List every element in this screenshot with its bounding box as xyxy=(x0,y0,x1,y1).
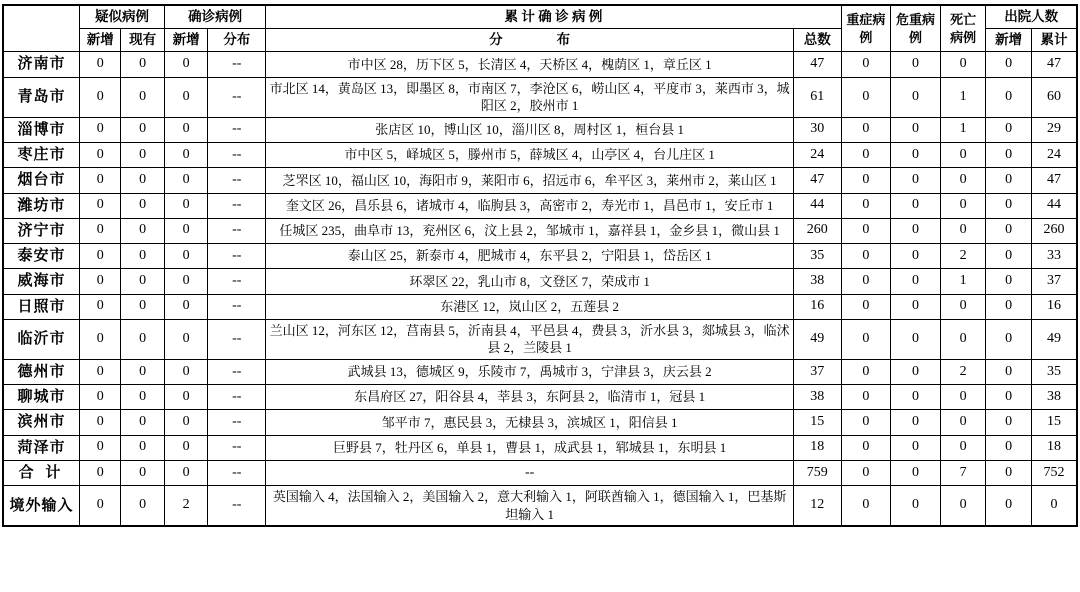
cell-discharged-total: 15 xyxy=(1031,410,1077,435)
cell-accumulated-distribution: 邹平市 7，惠民县 3，无棣县 3，滨城区 1，阳信县 1 xyxy=(266,410,794,435)
cell-severe: 0 xyxy=(841,52,891,77)
header-suspected-new: 新增 xyxy=(80,29,121,52)
cell-death: 1 xyxy=(940,77,986,117)
header-discharged-group: 出院人数 xyxy=(986,5,1077,29)
cell-accumulated-total: 18 xyxy=(793,435,841,460)
cell-death: 0 xyxy=(940,435,986,460)
cell-severe: 0 xyxy=(841,319,891,359)
cell-death: 1 xyxy=(940,117,986,142)
table-row xyxy=(3,168,1077,193)
cell-discharged-new: 0 xyxy=(986,435,1032,460)
cell-accumulated-distribution: 武城县 13，德城区 9，乐陵市 7，禹城市 3，宁津县 3，庆云县 2 xyxy=(266,359,794,384)
cell-discharged-new: 0 xyxy=(986,244,1032,269)
cell-accumulated-distribution: 环翠区 22，乳山市 8，文登区 7，荣成市 1 xyxy=(266,269,794,294)
row-city-name: 济宁市 xyxy=(3,218,80,243)
row-city-name: 德州市 xyxy=(3,359,80,384)
cell-severe: 0 xyxy=(841,117,891,142)
cell-accumulated-distribution: 英国输入 4，法国输入 2，美国输入 2，意大利输入 1，阿联酋输入 1，德国输入 1，巴基斯坦输入 1 xyxy=(266,486,794,527)
cell-confirmed-new: 0 xyxy=(164,460,207,485)
cell-critical: 0 xyxy=(891,486,941,527)
cell-confirmed-distribution: -- xyxy=(208,143,266,168)
cell-discharged-new: 0 xyxy=(986,359,1032,384)
row-city-name: 淄博市 xyxy=(3,117,80,142)
cell-severe: 0 xyxy=(841,269,891,294)
cell-confirmed-distribution: -- xyxy=(208,460,266,485)
cell-discharged-total: 260 xyxy=(1031,218,1077,243)
header-suspected-group: 疑似病例 xyxy=(80,5,165,29)
row-city-name: 潍坊市 xyxy=(3,193,80,218)
cell-discharged-new: 0 xyxy=(986,410,1032,435)
cell-severe: 0 xyxy=(841,143,891,168)
cell-accumulated-total: 47 xyxy=(793,52,841,77)
table-row xyxy=(3,319,1077,359)
table-body xyxy=(3,52,1077,526)
cell-death: 0 xyxy=(940,294,986,319)
header-discharged-total: 累计 xyxy=(1031,29,1077,52)
cell-discharged-total: 38 xyxy=(1031,385,1077,410)
header-discharged-new: 新增 xyxy=(986,29,1032,52)
cell-suspected-new: 0 xyxy=(80,117,121,142)
cell-confirmed-distribution: -- xyxy=(208,218,266,243)
cell-accumulated-distribution: 张店区 10，博山区 10，淄川区 8，周村区 1，桓台县 1 xyxy=(266,117,794,142)
cell-discharged-total: 0 xyxy=(1031,486,1077,527)
cell-confirmed-new: 0 xyxy=(164,143,207,168)
cell-accumulated-total: 38 xyxy=(793,385,841,410)
cell-confirmed-distribution: -- xyxy=(208,117,266,142)
cell-severe: 0 xyxy=(841,385,891,410)
cell-suspected-current: 0 xyxy=(121,143,164,168)
cell-discharged-total: 60 xyxy=(1031,77,1077,117)
cell-discharged-total: 18 xyxy=(1031,435,1077,460)
table-header xyxy=(3,5,1077,52)
cell-discharged-total: 16 xyxy=(1031,294,1077,319)
row-city-name: 济南市 xyxy=(3,52,80,77)
cell-accumulated-total: 61 xyxy=(793,77,841,117)
cell-accumulated-total: 12 xyxy=(793,486,841,527)
cell-accumulated-distribution: 兰山区 12，河东区 12，莒南县 5，沂南县 4，平邑县 4，费县 3，沂水县 3，郯城县 3，临沭县 2，兰陵县 1 xyxy=(266,319,794,359)
cell-suspected-new: 0 xyxy=(80,385,121,410)
cell-death: 0 xyxy=(940,218,986,243)
cell-confirmed-distribution: -- xyxy=(208,269,266,294)
cell-confirmed-distribution: -- xyxy=(208,193,266,218)
cell-confirmed-new: 0 xyxy=(164,244,207,269)
cell-severe: 0 xyxy=(841,218,891,243)
cell-suspected-new: 0 xyxy=(80,460,121,485)
row-city-name: 青岛市 xyxy=(3,77,80,117)
cell-death: 0 xyxy=(940,52,986,77)
row-city-name: 滨州市 xyxy=(3,410,80,435)
cell-suspected-new: 0 xyxy=(80,168,121,193)
cell-accumulated-total: 49 xyxy=(793,319,841,359)
cell-discharged-new: 0 xyxy=(986,460,1032,485)
cell-discharged-new: 0 xyxy=(986,193,1032,218)
cell-discharged-new: 0 xyxy=(986,117,1032,142)
cell-suspected-current: 0 xyxy=(121,244,164,269)
cell-confirmed-distribution: -- xyxy=(208,359,266,384)
header-confirmed-new: 新增 xyxy=(164,29,207,52)
cell-confirmed-distribution: -- xyxy=(208,435,266,460)
cell-confirmed-new: 0 xyxy=(164,269,207,294)
cell-accumulated-total: 15 xyxy=(793,410,841,435)
cell-confirmed-new: 0 xyxy=(164,77,207,117)
row-city-name: 聊城市 xyxy=(3,385,80,410)
cell-critical: 0 xyxy=(891,193,941,218)
covid-statistics-table xyxy=(2,4,1078,527)
row-city-name: 合 计 xyxy=(3,460,80,485)
cell-critical: 0 xyxy=(891,269,941,294)
cell-confirmed-new: 0 xyxy=(164,117,207,142)
cell-death: 0 xyxy=(940,385,986,410)
cell-critical: 0 xyxy=(891,410,941,435)
cell-critical: 0 xyxy=(891,244,941,269)
cell-confirmed-new: 0 xyxy=(164,319,207,359)
cell-severe: 0 xyxy=(841,168,891,193)
cell-accumulated-distribution: 市中区 28，历下区 5，长清区 4，天桥区 4，槐荫区 1，章丘区 1 xyxy=(266,52,794,77)
header-suspected-current: 现有 xyxy=(121,29,164,52)
cell-confirmed-distribution: -- xyxy=(208,168,266,193)
cell-discharged-total: 752 xyxy=(1031,460,1077,485)
cell-severe: 0 xyxy=(841,486,891,527)
cell-critical: 0 xyxy=(891,52,941,77)
cell-accumulated-total: 35 xyxy=(793,244,841,269)
cell-accumulated-total: 24 xyxy=(793,143,841,168)
cell-suspected-new: 0 xyxy=(80,435,121,460)
cell-accumulated-distribution: 泰山区 25，新泰市 4，肥城市 4，东平县 2，宁阳县 1，岱岳区 1 xyxy=(266,244,794,269)
cell-suspected-new: 0 xyxy=(80,486,121,527)
table-row xyxy=(3,117,1077,142)
cell-suspected-new: 0 xyxy=(80,143,121,168)
cell-confirmed-new: 2 xyxy=(164,486,207,527)
row-city-name: 枣庄市 xyxy=(3,143,80,168)
cell-discharged-new: 0 xyxy=(986,218,1032,243)
table-row xyxy=(3,244,1077,269)
cell-suspected-new: 0 xyxy=(80,193,121,218)
cell-severe: 0 xyxy=(841,193,891,218)
cell-suspected-current: 0 xyxy=(121,218,164,243)
cell-death: 0 xyxy=(940,143,986,168)
cell-discharged-total: 47 xyxy=(1031,168,1077,193)
cell-death: 0 xyxy=(940,410,986,435)
cell-discharged-total: 44 xyxy=(1031,193,1077,218)
cell-death: 0 xyxy=(940,486,986,527)
cell-severe: 0 xyxy=(841,410,891,435)
row-city-name: 威海市 xyxy=(3,269,80,294)
cell-critical: 0 xyxy=(891,460,941,485)
cell-confirmed-distribution: -- xyxy=(208,77,266,117)
cell-suspected-current: 0 xyxy=(121,117,164,142)
cell-severe: 0 xyxy=(841,435,891,460)
cell-confirmed-distribution: -- xyxy=(208,486,266,527)
cell-confirmed-new: 0 xyxy=(164,435,207,460)
cell-severe: 0 xyxy=(841,77,891,117)
cell-discharged-total: 47 xyxy=(1031,52,1077,77)
cell-critical: 0 xyxy=(891,143,941,168)
cell-severe: 0 xyxy=(841,294,891,319)
cell-suspected-current: 0 xyxy=(121,435,164,460)
cell-discharged-total: 29 xyxy=(1031,117,1077,142)
cell-suspected-current: 0 xyxy=(121,77,164,117)
cell-accumulated-total: 759 xyxy=(793,460,841,485)
header-critical: 危重病例 xyxy=(891,5,941,52)
cell-discharged-total: 33 xyxy=(1031,244,1077,269)
header-accumulated-distribution: 分 布 xyxy=(266,29,794,52)
cell-suspected-new: 0 xyxy=(80,269,121,294)
cell-critical: 0 xyxy=(891,359,941,384)
cell-confirmed-new: 0 xyxy=(164,294,207,319)
cell-confirmed-new: 0 xyxy=(164,410,207,435)
row-city-name: 日照市 xyxy=(3,294,80,319)
cell-discharged-new: 0 xyxy=(986,486,1032,527)
cell-suspected-new: 0 xyxy=(80,319,121,359)
cell-critical: 0 xyxy=(891,319,941,359)
cell-confirmed-new: 0 xyxy=(164,218,207,243)
table-row xyxy=(3,143,1077,168)
header-death: 死亡病例 xyxy=(940,5,986,52)
cell-accumulated-distribution: 巨野县 7，牡丹区 6，单县 1，曹县 1，成武县 1，郓城县 1，东明县 1 xyxy=(266,435,794,460)
cell-discharged-total: 24 xyxy=(1031,143,1077,168)
cell-suspected-current: 0 xyxy=(121,410,164,435)
row-city-name: 菏泽市 xyxy=(3,435,80,460)
cell-accumulated-total: 44 xyxy=(793,193,841,218)
cell-suspected-current: 0 xyxy=(121,460,164,485)
header-city-corner xyxy=(3,5,80,52)
table-row xyxy=(3,359,1077,384)
cell-suspected-current: 0 xyxy=(121,486,164,527)
cell-discharged-new: 0 xyxy=(986,269,1032,294)
table-row xyxy=(3,410,1077,435)
cell-confirmed-new: 0 xyxy=(164,359,207,384)
cell-critical: 0 xyxy=(891,435,941,460)
cell-suspected-current: 0 xyxy=(121,319,164,359)
cell-confirmed-distribution: -- xyxy=(208,385,266,410)
cell-suspected-new: 0 xyxy=(80,359,121,384)
cell-critical: 0 xyxy=(891,294,941,319)
table-row xyxy=(3,435,1077,460)
cell-suspected-current: 0 xyxy=(121,269,164,294)
header-confirmed-group: 确诊病例 xyxy=(164,5,265,29)
cell-suspected-new: 0 xyxy=(80,294,121,319)
header-accumulated-total: 总数 xyxy=(793,29,841,52)
cell-discharged-new: 0 xyxy=(986,168,1032,193)
cell-critical: 0 xyxy=(891,385,941,410)
cell-confirmed-distribution: -- xyxy=(208,294,266,319)
cell-confirmed-distribution: -- xyxy=(208,410,266,435)
cell-accumulated-distribution: -- xyxy=(266,460,794,485)
header-confirmed-distribution: 分布 xyxy=(208,29,266,52)
table-row xyxy=(3,269,1077,294)
cell-discharged-new: 0 xyxy=(986,319,1032,359)
cell-accumulated-distribution: 奎文区 26，昌乐县 6，诸城市 4，临朐县 3，高密市 2，寿光市 1，昌邑市 1，安丘市 1 xyxy=(266,193,794,218)
cell-confirmed-new: 0 xyxy=(164,168,207,193)
cell-discharged-new: 0 xyxy=(986,52,1032,77)
cell-suspected-current: 0 xyxy=(121,294,164,319)
cell-suspected-new: 0 xyxy=(80,244,121,269)
cell-discharged-new: 0 xyxy=(986,294,1032,319)
row-city-name: 临沂市 xyxy=(3,319,80,359)
cell-discharged-total: 49 xyxy=(1031,319,1077,359)
table-row xyxy=(3,52,1077,77)
cell-suspected-current: 0 xyxy=(121,193,164,218)
cell-suspected-new: 0 xyxy=(80,410,121,435)
row-city-name: 泰安市 xyxy=(3,244,80,269)
cell-severe: 0 xyxy=(841,244,891,269)
cell-discharged-total: 35 xyxy=(1031,359,1077,384)
cell-accumulated-total: 47 xyxy=(793,168,841,193)
cell-death: 1 xyxy=(940,269,986,294)
cell-suspected-current: 0 xyxy=(121,168,164,193)
cell-critical: 0 xyxy=(891,77,941,117)
row-city-name: 境外输入 xyxy=(3,486,80,527)
cell-accumulated-distribution: 芝罘区 10，福山区 10，海阳市 9，莱阳市 6，招远市 6，牟平区 3，莱州市 2，莱山区 1 xyxy=(266,168,794,193)
cell-accumulated-total: 38 xyxy=(793,269,841,294)
cell-discharged-new: 0 xyxy=(986,143,1032,168)
cell-accumulated-total: 260 xyxy=(793,218,841,243)
cell-confirmed-distribution: -- xyxy=(208,52,266,77)
cell-accumulated-total: 16 xyxy=(793,294,841,319)
cell-confirmed-new: 0 xyxy=(164,385,207,410)
cell-death: 7 xyxy=(940,460,986,485)
cell-death: 0 xyxy=(940,193,986,218)
header-severe: 重症病例 xyxy=(841,5,891,52)
cell-suspected-current: 0 xyxy=(121,52,164,77)
table-row xyxy=(3,385,1077,410)
cell-accumulated-total: 30 xyxy=(793,117,841,142)
cell-discharged-new: 0 xyxy=(986,385,1032,410)
cell-death: 2 xyxy=(940,359,986,384)
cell-accumulated-distribution: 市北区 14，黄岛区 13，即墨区 8，市南区 7，李沧区 6，崂山区 4，平度市 3，莱西市 3，城阳区 2，胶州市 1 xyxy=(266,77,794,117)
cell-confirmed-distribution: -- xyxy=(208,244,266,269)
cell-suspected-new: 0 xyxy=(80,52,121,77)
cell-critical: 0 xyxy=(891,168,941,193)
cell-severe: 0 xyxy=(841,460,891,485)
cell-confirmed-distribution: -- xyxy=(208,319,266,359)
cell-critical: 0 xyxy=(891,218,941,243)
cell-death: 0 xyxy=(940,168,986,193)
table-row xyxy=(3,460,1077,485)
table-row xyxy=(3,218,1077,243)
cell-accumulated-distribution: 任城区 235，曲阜市 13，兖州区 6，汶上县 2，邹城市 1，嘉祥县 1，金乡县 1，微山县 1 xyxy=(266,218,794,243)
table-row xyxy=(3,294,1077,319)
cell-suspected-new: 0 xyxy=(80,77,121,117)
cell-accumulated-distribution: 东港区 12，岚山区 2，五莲县 2 xyxy=(266,294,794,319)
table-row xyxy=(3,193,1077,218)
header-accumulated-group: 累 计 确 诊 病 例 xyxy=(266,5,841,29)
cell-discharged-new: 0 xyxy=(986,77,1032,117)
cell-discharged-total: 37 xyxy=(1031,269,1077,294)
header-row-group xyxy=(3,5,1077,29)
cell-severe: 0 xyxy=(841,359,891,384)
cell-suspected-new: 0 xyxy=(80,218,121,243)
cell-accumulated-distribution: 市中区 5，峄城区 5，滕州市 5，薛城区 4，山亭区 4，台儿庄区 1 xyxy=(266,143,794,168)
cell-critical: 0 xyxy=(891,117,941,142)
cell-confirmed-new: 0 xyxy=(164,52,207,77)
table-row xyxy=(3,486,1077,527)
cell-confirmed-new: 0 xyxy=(164,193,207,218)
cell-accumulated-total: 37 xyxy=(793,359,841,384)
cell-death: 2 xyxy=(940,244,986,269)
cell-suspected-current: 0 xyxy=(121,385,164,410)
cell-accumulated-distribution: 东昌府区 27，阳谷县 4，莘县 3，东阿县 2，临清市 1，冠县 1 xyxy=(266,385,794,410)
cell-suspected-current: 0 xyxy=(121,359,164,384)
table-row xyxy=(3,77,1077,117)
cell-death: 0 xyxy=(940,319,986,359)
row-city-name: 烟台市 xyxy=(3,168,80,193)
